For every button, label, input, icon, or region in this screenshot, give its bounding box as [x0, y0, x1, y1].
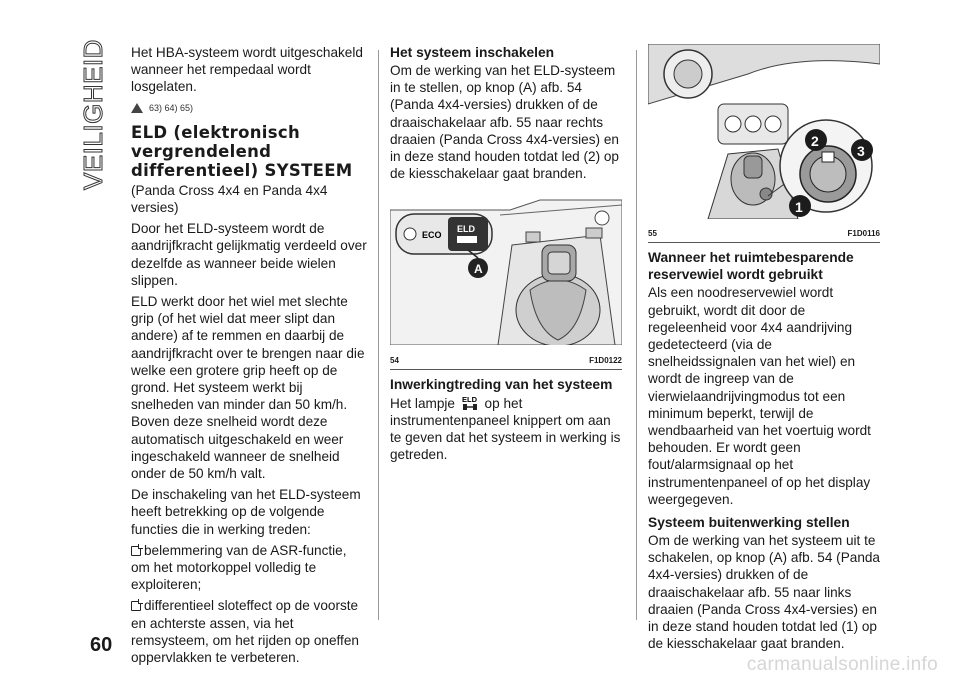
callout-a: A — [474, 262, 483, 277]
eld-button-illustration — [390, 190, 622, 345]
bullet-item-2-text: differentieel sloteffect op de voorste en achterste assen, via het remsysteem, om het rijden op oneffen oppervlakken te verbeteren. — [131, 598, 359, 666]
section-tab — [78, 40, 118, 190]
eld-heading: ELD (elektronisch vergrendelend differentieel) SYSTEEM — [131, 122, 353, 180]
intervention-text-pre: Het lampje — [390, 395, 455, 411]
figure-54-code: F1D0122 — [589, 355, 622, 365]
bullet-item-1 — [131, 542, 367, 594]
callout-3: 3 — [857, 143, 865, 159]
warning-triangle-icon — [131, 103, 143, 113]
eld-warning-light-icon — [459, 394, 481, 412]
figure-55 — [648, 44, 880, 243]
intervention-paragraph — [390, 394, 622, 464]
column-3 — [648, 44, 880, 656]
eld-paragraph-3: De inschakeling van het ELD-systeem heeft betrekking op de volgende functies die in werking treden: — [131, 487, 361, 537]
section-tab-label: VEILIGHEID — [78, 39, 108, 190]
figure-54-number: 54 — [390, 355, 399, 365]
eld-subtitle: (Panda Cross 4x4 en Panda 4x4 versies) — [131, 182, 328, 216]
eld-button-label: ELD — [457, 224, 475, 235]
figure-55-number: 55 — [648, 229, 657, 239]
warning-references — [131, 100, 367, 117]
spare-wheel-heading: Wanneer het ruimtebesparende reservewiel wordt gebruikt — [648, 250, 854, 283]
figure-55-caption — [648, 225, 880, 242]
intervention-text-post: op het instrumentenpaneel knippert om aan te geven dat het systeem in werking is getreden. — [390, 395, 621, 463]
rotary-selector-illustration — [648, 44, 880, 219]
column-divider-2 — [636, 50, 637, 620]
column-divider-1 — [378, 50, 379, 620]
intervention-heading: Inwerkingtreding van het systeem — [390, 376, 613, 392]
spare-wheel-paragraph: Als een noodreservewiel wordt gebruikt, wordt dit door de regeleenheid voor 4x4 aandrijving gedetecteerd (via de snelheidssignalen van het wiel) en wordt de ingreep van de vierwielaandrijvingmodus tot een minimum beperkt, terwijl de wendbaarheid van het voertuig wordt behouden. Er wordt geen fout/alarmsignaal op het instrumentenpaneel of op het display weergegeven. — [648, 285, 871, 507]
column-2 — [390, 44, 622, 468]
hba-intro: Het HBA-systeem wordt uitgeschakeld wanneer het rempedaal wordt losgelaten. — [131, 45, 363, 95]
bullet-icon — [131, 601, 141, 611]
column-1 — [131, 44, 367, 670]
activate-paragraph: Om de werking van het ELD-systeem in te stellen, op knop (A) afb. 54 (Panda 4x4-versies) drukken of de draaischakelaar afb. 55 naar rechts draaien (Panda Cross 4x4-versies) en in deze stand houden totdat led (2) op de kiesschakelaar gaat branden. — [390, 63, 619, 182]
eld-icon-label: ELD — [461, 394, 477, 404]
bullet-icon — [131, 546, 141, 556]
figure-54-caption — [390, 352, 622, 369]
deactivate-paragraph: Om de werking van het systeem uit te schakelen, op knop (A) afb. 54 (Panda 4x4-versies) drukken of de draaischakelaar afb. 55 naar links draaien (Panda Cross 4x4-versies) en in deze stand houden totdat led (1) op de kiesschakelaar gaat branden. — [648, 533, 880, 652]
bullet-item-1-text: belemmering van de ASR-functie, om het motorkoppel volledig te exploiteren; — [131, 542, 347, 593]
callout-2: 2 — [811, 133, 819, 149]
eco-button-label: ECO — [422, 230, 442, 241]
page-number: 60 — [90, 634, 113, 656]
figure-54 — [390, 190, 622, 369]
warning-ref-numbers: 63) 64) 65) — [149, 102, 194, 113]
callout-1: 1 — [795, 199, 803, 215]
figure-55-code: F1D0116 — [847, 229, 880, 239]
watermark: carmanualsonline.info — [746, 654, 938, 675]
eld-paragraph-2: ELD werkt door het wiel met slechte grip (of het wiel dat meer slipt dan andere) af te remmen en daarbij de aandrijfkracht over te brengen naar die welke een grotere grip heeft op de grond. Het systeem werkt bij snelheden van minder dan 50 km/h. Boven deze snelheid wordt deze automatisch uitgeschakeld en weer ingeschakeld wanneer de snelheid onder de 50 km/h valt. — [131, 294, 365, 482]
eld-paragraph-1: Door het ELD-systeem wordt de aandrijfkracht gelijkmatig verdeeld over dezelfde as wanneer beide wielen slippen. — [131, 221, 367, 288]
deactivate-heading: Systeem buitenwerking stellen — [648, 515, 850, 531]
activate-heading: Het systeem inschakelen — [390, 45, 555, 60]
